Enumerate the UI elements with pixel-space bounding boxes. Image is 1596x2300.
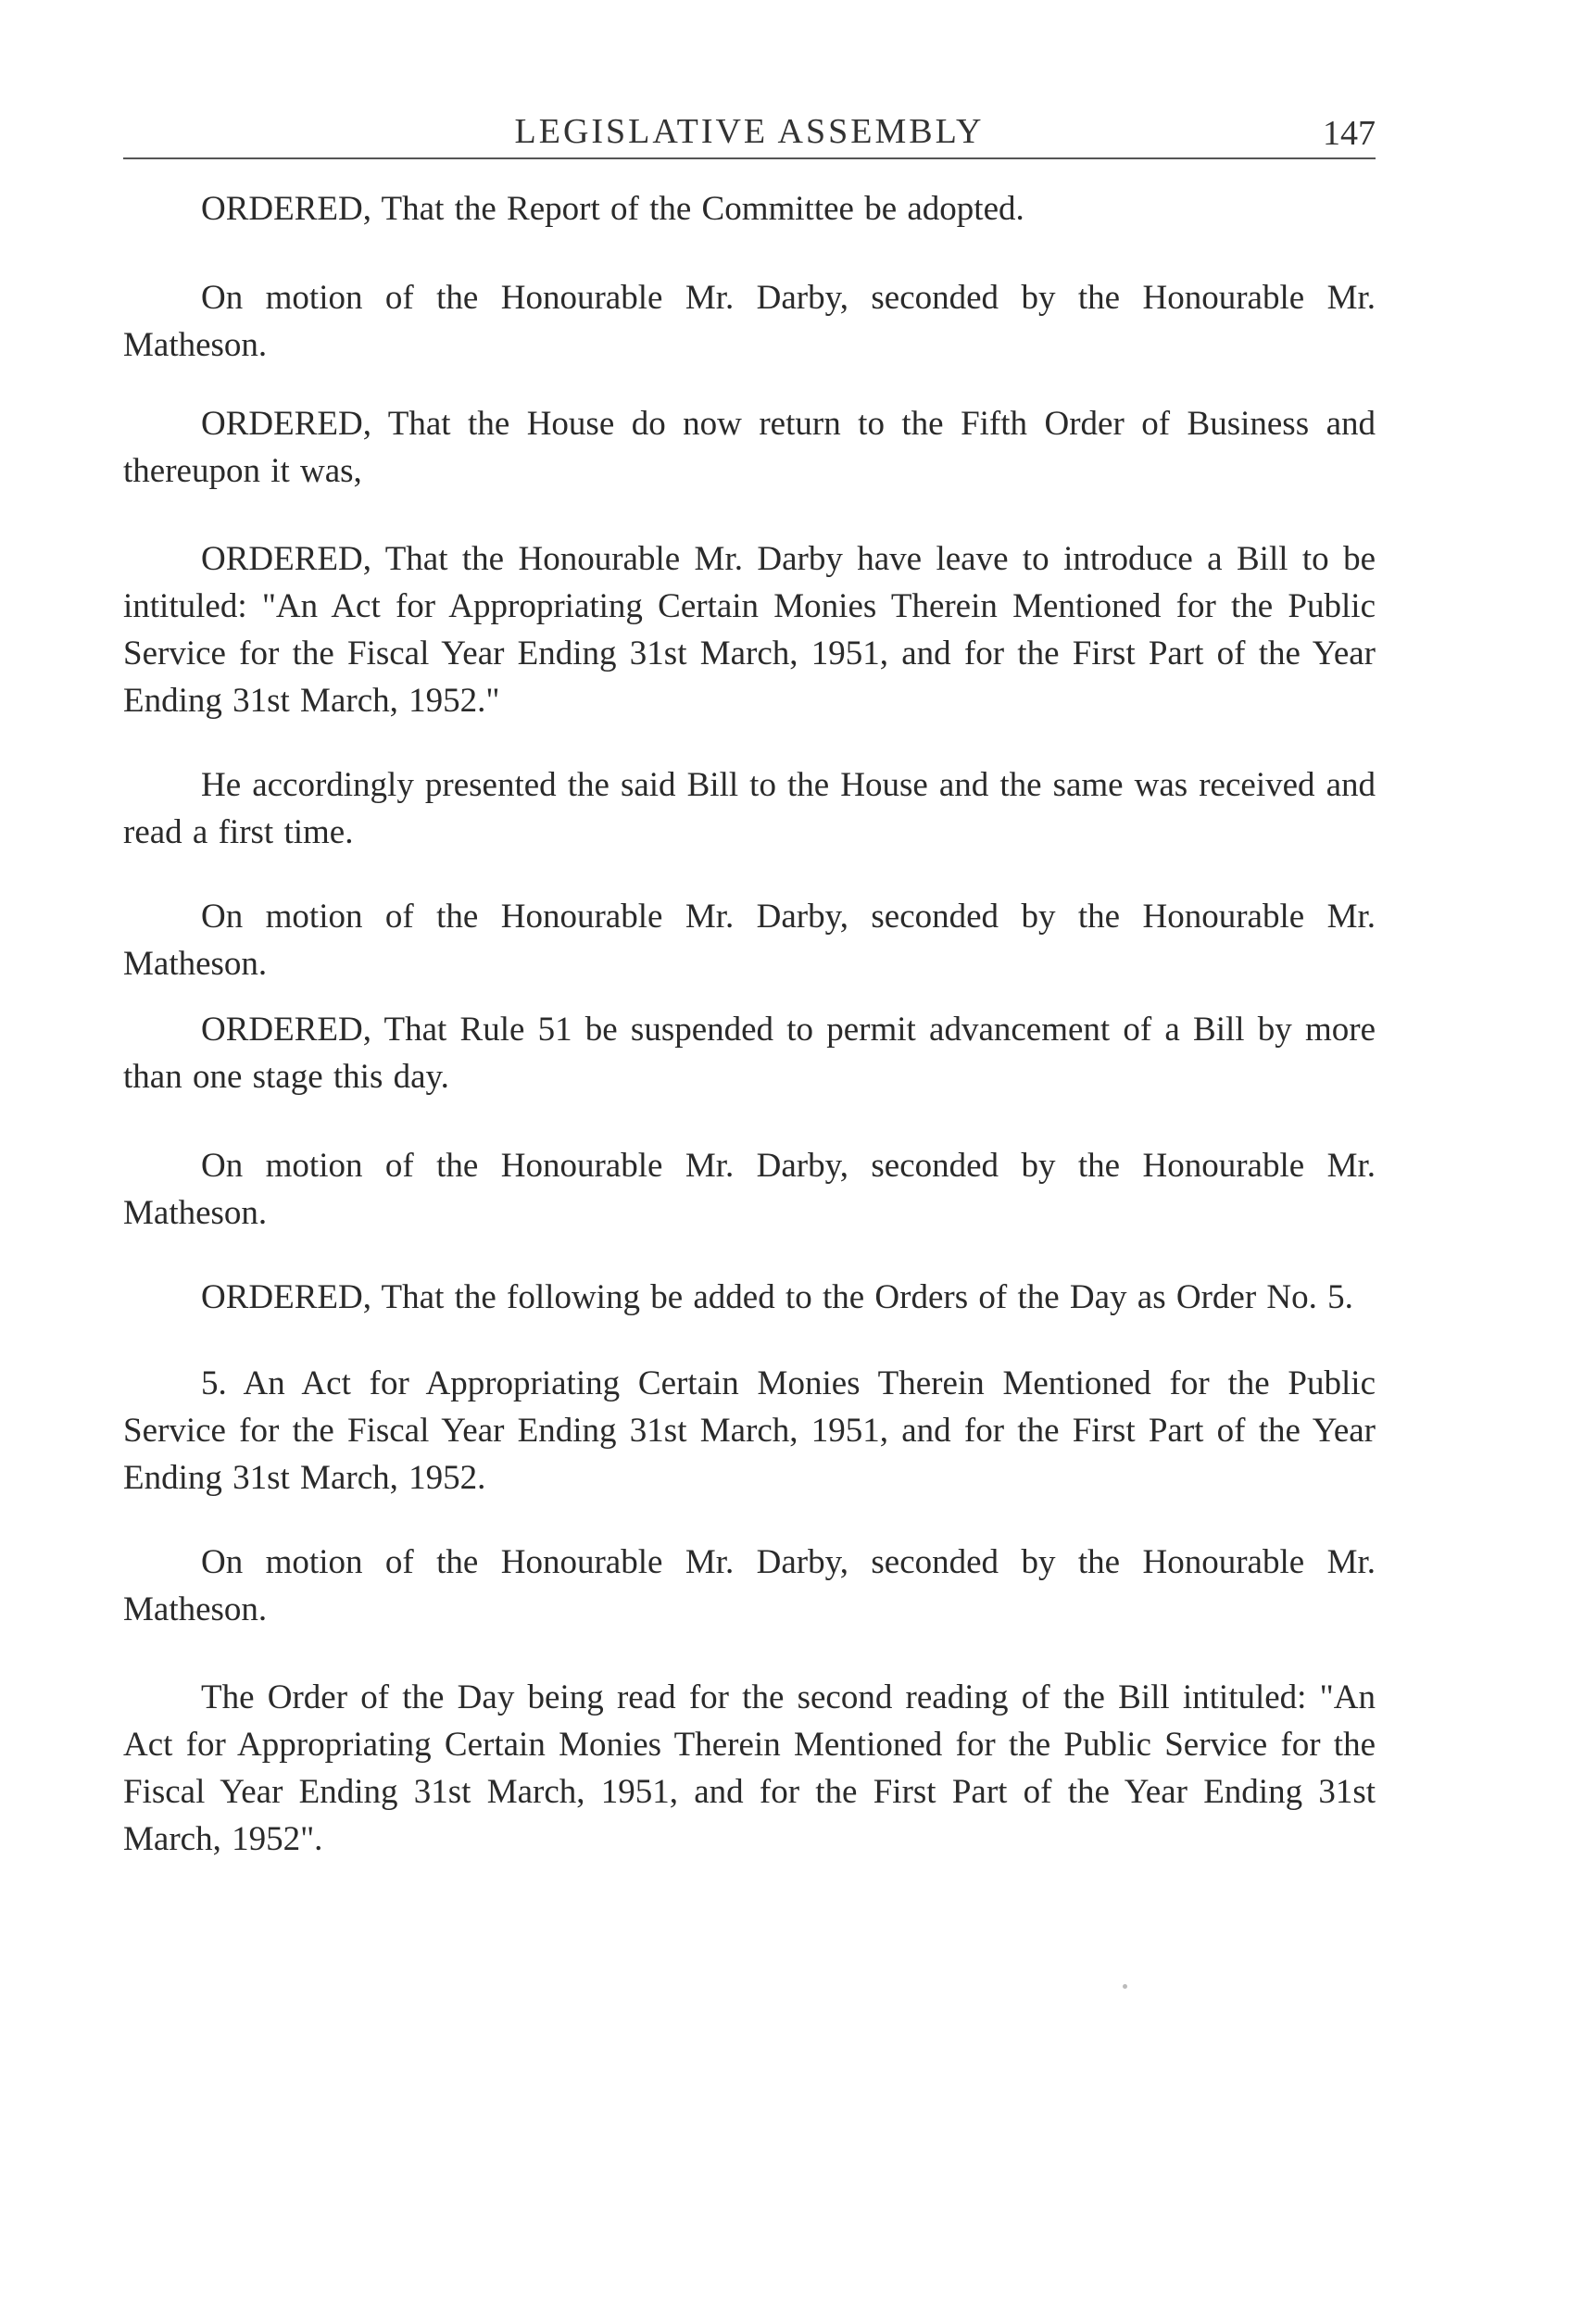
paragraph-order-5-title: 5. An Act for Appropriating Certain Monies Therein Mentioned for the Public Service for the Fiscal Year Ending 31st March, 1951, and for the First Part of the Year Ending 31st March, 1952. (123, 1364, 1376, 1497)
paragraph-motion-1: On motion of the Honourable Mr. Darby, seconded by the Honourable Mr. Matheson. (123, 279, 1376, 364)
header-rule (123, 157, 1376, 159)
scan-speck (1123, 1984, 1127, 1989)
page-header (123, 104, 1376, 159)
paragraph-ordered-leave-introduce-bill: ORDERED, That the Honourable Mr. Darby have leave to introduce a Bill to be intituled: "An Act for Appropriating Certain Monies Therein Mentioned for the Public Service for the Fiscal Year Ending 31st March, 1951, and for the First Part of the Year Ending 31st March, 1952." (123, 540, 1376, 720)
page-number: 147 (1323, 114, 1376, 153)
paragraph-motion-4: On motion of the Honourable Mr. Darby, seconded by the Honourable Mr. Matheson. (123, 1543, 1376, 1628)
paragraph-bill-first-reading: He accordingly presented the said Bill to the House and the same was received and read a first time. (123, 766, 1376, 851)
document-body (123, 185, 1376, 1863)
paragraph-ordered-return-fifth-order: ORDERED, That the House do now return to the Fifth Order of Business and thereupon it was, (123, 405, 1376, 490)
paragraph-ordered-add-order-5: ORDERED, That the following be added to the Orders of the Day as Order No. 5. (201, 1278, 1353, 1316)
paragraph-motion-2: On motion of the Honourable Mr. Darby, seconded by the Honourable Mr. Matheson. (123, 898, 1376, 983)
paragraph-ordered-rule-51-suspended: ORDERED, That Rule 51 be suspended to permit advancement of a Bill by more than one stage this day. (123, 1011, 1376, 1096)
running-head: LEGISLATIVE ASSEMBLY (514, 112, 985, 151)
paragraph-ordered-report-adopted: ORDERED, That the Report of the Committee be adopted. (201, 190, 1024, 228)
paragraph-motion-3: On motion of the Honourable Mr. Darby, seconded by the Honourable Mr. Matheson. (123, 1147, 1376, 1232)
paragraph-second-reading: The Order of the Day being read for the second reading of the Bill intituled: "An Act for Appropriating Certain Monies Therein Mentioned for the Public Service for the Fiscal Year Ending 31st March, 1951, and for the First Part of the Year Ending 31st March, 1952". (123, 1678, 1376, 1858)
